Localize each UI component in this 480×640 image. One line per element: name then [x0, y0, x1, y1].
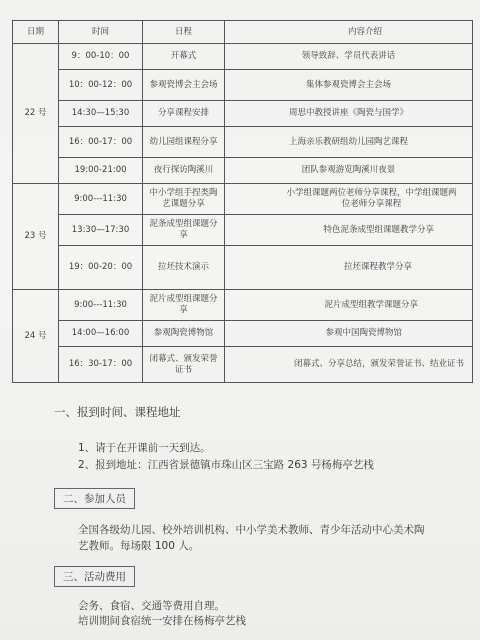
header-content: 内容介绍	[225, 21, 473, 44]
program-cell: 中小学组手捏类陶艺课题分享	[143, 184, 225, 215]
time-cell: 19：00-20：00	[59, 246, 143, 290]
section1-item-1: 1、请于在开课前一天到达。	[78, 442, 211, 454]
table-row	[13, 347, 473, 383]
header-date: 日期	[13, 21, 59, 44]
program-cell: 参观陶瓷博物馆	[143, 321, 225, 347]
program-cell: 夜行探访陶溪川	[143, 158, 225, 184]
time-cell: 14:00—16:00	[59, 321, 143, 347]
table-row	[13, 290, 473, 321]
table-row	[13, 44, 473, 70]
time-cell: 16：00-17：00	[59, 127, 143, 158]
table-row	[13, 215, 473, 246]
content-cell: 集体参观瓷博会主会场	[225, 70, 473, 101]
program-cell: 泥条成型组课题分享	[143, 215, 225, 246]
schedule-table	[12, 20, 473, 383]
content-cell: 上海亲乐教研组幼儿园陶艺课程	[225, 127, 473, 158]
date-cell: 23 号	[13, 184, 59, 290]
content-cell: 参观中国陶瓷博物馆	[225, 321, 473, 347]
table-row	[13, 158, 473, 184]
section1-title: 一、报到时间、课程地址	[54, 405, 181, 419]
date-cell: 22 号	[13, 44, 59, 184]
time-cell: 9:00---11:30	[59, 184, 143, 215]
time-cell: 13:30—17:30	[59, 215, 143, 246]
content-cell: 闭幕式、分享总结，颁发荣誉证书、结业证书	[225, 347, 473, 383]
section2-text-line2: 艺教师。每场限 100 人。	[78, 540, 200, 552]
section3-text-line2: 培训期间食宿统一安排在杨梅亭艺栈	[78, 615, 246, 627]
section3-text-line1: 会务、食宿、交通等费用自理。	[78, 600, 225, 612]
content-cell: 小学组课题两位老师分享课程，中学组课题两位老师分享课程	[225, 184, 473, 215]
program-cell: 分享课程安排	[143, 101, 225, 127]
date-cell: 24 号	[13, 290, 59, 383]
section3-title: 三、活动费用	[54, 566, 135, 587]
section2-text-line1: 全国各级幼儿园、校外培训机构、中小学美术教师、青少年活动中心美术陶	[78, 524, 425, 536]
header-time: 时间	[59, 21, 143, 44]
program-cell: 闭幕式、颁发荣誉证书	[143, 347, 225, 383]
program-cell: 拉坯技术演示	[143, 246, 225, 290]
program-cell: 幼儿园组课程分享	[143, 127, 225, 158]
content-cell: 领导致辞、学员代表讲话	[225, 44, 473, 70]
table-row	[13, 101, 473, 127]
content-cell: 团队参观游览陶溪川夜景	[225, 158, 473, 184]
section2-title: 二、参加人员	[54, 488, 135, 509]
table-header-row	[13, 21, 473, 44]
table-row	[13, 321, 473, 347]
content-cell: 泥片成型组教学课题分享	[225, 290, 473, 321]
table-row	[13, 70, 473, 101]
time-cell: 14:30—15:30	[59, 101, 143, 127]
time-cell: 10：00-12：00	[59, 70, 143, 101]
table-row	[13, 184, 473, 215]
time-cell: 19:00-21:00	[59, 158, 143, 184]
section1-item-2: 2、报到地址：江西省景德镇市珠山区三宝路 263 号杨梅亭艺栈	[78, 459, 374, 471]
section2-header	[54, 488, 135, 509]
time-cell: 9：00-10：00	[59, 44, 143, 70]
content-cell: 特色泥条成型组课题教学分享	[225, 215, 473, 246]
program-cell: 泥片成型组课题分享	[143, 290, 225, 321]
content-cell: 拉坯课程教学分享	[225, 246, 473, 290]
header-program: 日程	[143, 21, 225, 44]
time-cell: 16：30-17：00	[59, 347, 143, 383]
time-cell: 9:00---11:30	[59, 290, 143, 321]
content-cell: 周思中教授讲座《陶瓷与国学》	[225, 101, 473, 127]
section3-header	[54, 566, 135, 587]
program-cell: 参观瓷博会主会场	[143, 70, 225, 101]
table-row	[13, 246, 473, 290]
program-cell: 开幕式	[143, 44, 225, 70]
table-row	[13, 127, 473, 158]
